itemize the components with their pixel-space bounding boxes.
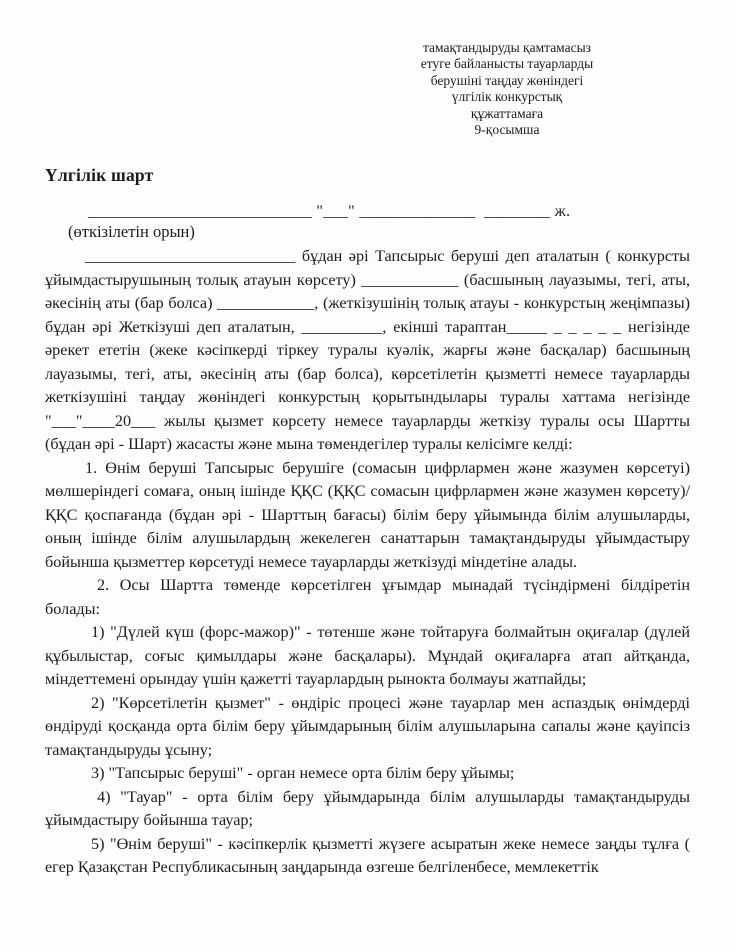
- contract-body: [45, 245, 690, 880]
- definition-item-4: 4) "Тауар" - орта білім беру ұйымдарында білім алушыларды тамақтандыруды ұйымдастыру бойынша тауар;: [45, 787, 690, 830]
- document-title: Үлгілік шарт: [45, 165, 154, 186]
- definition-item-3: 3) "Тапсырыс беруші" - орган немесе орта білім беру ұйымы;: [91, 764, 515, 783]
- date-blank-line: ___________________________ "___" ______________ ________ ж.: [88, 203, 571, 221]
- venue-label: (өткізілетін орын): [68, 222, 195, 242]
- contract-clause-1: 1. Өнім беруші Тапсырыс берушіге (сомасын цифрлармен және жазумен көрсетуі) мөлшеріндегі сомаға, оның ішінде ҚҚС (ҚҚС сомасын цифрлармен және жазумен көрсету)/ҚҚС қоспағанда (бұдан әрі - Шарттың бағасы) білім беру ұйымында білім алушыларды, оның ішінде білім алушылардың жекелеген санаттарын тамақтандыруды ұйымдастыру бойынша қызметтер көрсетуді немесе тауарларды жеткізуді міндетіне алады.: [45, 458, 690, 571]
- definition-item-1: 1) "Дүлей күш (форс-мажор)" - төтенше және тойтаруға болмайтын оқиғалар (дүлей құбылыстар, соғыс қимылдары және басқалары). Мұндай оқиғаларға атап айтқанда, міндеттемені орындау үшін қажетті тауарлардың рынокта болмауы жатпайды;: [45, 623, 690, 689]
- definition-item-2: 2) "Көрсетілетін қызмет" - өндіріс процесі және тауарлар мен аспаздық өнімдерді өндіруді қосқанда орта білім беру ұйымдарының білім алушыларына сапалы және қауіпсіз тамақтандыруды ұсыну;: [45, 693, 690, 759]
- contract-clause-2: 2. Осы Шартта төменде көрсетілген ұғымдар мынадай түсіндірмені білдіретін болады:: [45, 576, 690, 618]
- contract-preamble: __________________________ бұдан әрі Тапсырыс беруші деп аталатын ( конкурсты ұйымдастырушының толық атауын көрсету) ____________ (басшының лауазымы, тегі, аты, әкесінің аты (бар болса) ____________, (жеткізушінің толық атауы - конкурстың жеңімпазы) бұдан әрі Жеткізуші деп аталатын, __________, екінші тараптан_____ _ _ _ _ _ негізінде әрекет ететін (жеке кәсіпкерді тіркеу туралы куәлік, жарғы және басқалар) басшының лауазымы, тегі, аты, әкесінің аты (бар болса), көрсетілетін қызметті немесе тауарларды жеткізушіні таңдау жөніндегі конкурстың қорытындылары туралы хаттама негізінде "___"____20___ жылы қызмет көрсету немесе тауарларды жеткізу туралы осы Шартты (бұдан әрі - Шарт) жасасты және мына төмендегілер туралы келісімге келді:: [45, 247, 690, 454]
- appendix-header-line: берушіні таңдау жөніндегі: [430, 72, 584, 88]
- appendix-header: [362, 40, 652, 138]
- appendix-header-line: етуге байланысты тауарларды: [420, 56, 594, 72]
- appendix-header-line: үлгілік конкурстық: [451, 89, 563, 105]
- appendix-header-line: тамақтандыруды қамтамасыз: [422, 40, 592, 55]
- appendix-header-line: құжаттамаға: [470, 105, 544, 121]
- definition-item-5: 5) "Өнім беруші" - кәсіпкерлік қызметті жүзеге асыратын жеке немесе заңды тұлға ( егер Қазақстан Республикасының заңдарында өзгеше белгіленбесе, мемлекеттік: [45, 834, 690, 877]
- appendix-header-line: 9-қосымша: [474, 122, 540, 138]
